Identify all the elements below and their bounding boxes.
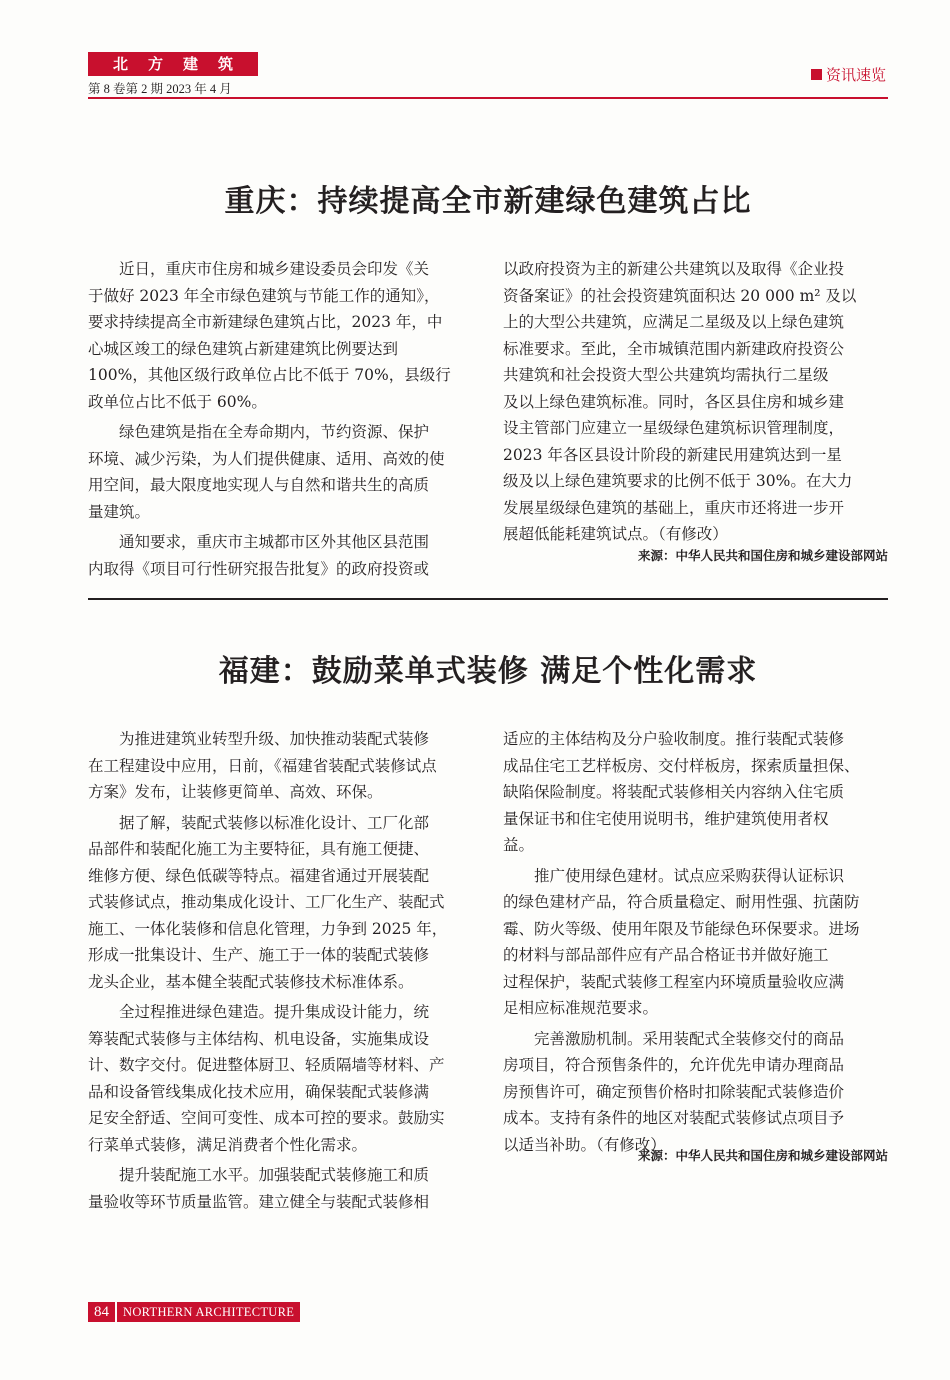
- text-line: 内取得《项目可行性研究报告批复》的政府投资或: [88, 559, 430, 578]
- text-line: 益。: [503, 836, 535, 854]
- article1-source: 来源：中华人民共和国住房和城乡建设部网站: [637, 548, 888, 563]
- article2-source: 来源：中华人民共和国住房和城乡建设部网站: [637, 1148, 888, 1163]
- paragraph: [88, 419, 473, 525]
- text-line: 足相应标准规范要求。: [503, 999, 659, 1017]
- text-line: 量验收等环节质量监管。建立健全与装配式装修相: [88, 1192, 430, 1211]
- text-line: 行菜单式装修，满足消费者个性化需求。: [88, 1135, 368, 1154]
- issue-info: 第 8 卷第 2 期 2023 年 4 月: [88, 82, 232, 96]
- text-line: 的材料与部品部件应有产品合格证书并做好施工: [503, 946, 829, 964]
- text-line: 2023 年各区县设计阶段的新建民用建筑达到一星: [503, 445, 842, 464]
- text-line: 缺陷保险制度。将装配式装修相关内容纳入住宅质: [503, 783, 845, 801]
- text-line: 为推进建筑业转型升级、加快推动装配式装修: [119, 730, 430, 748]
- text-line: 资备案证》的社会投资建筑面积达 20 000 m² 及以: [503, 286, 857, 305]
- text-line: 维修方便、绿色低碳等特点。福建省通过开展装配: [88, 866, 430, 885]
- text-line: 的绿色建材产品，符合质量稳定、耐用性强、抗菌防: [503, 893, 860, 911]
- text-line: 过程保护，装配式装修工程室内环境质量验收应满: [503, 972, 845, 991]
- text-line: 通知要求，重庆市主城都市区外其他区县范围: [119, 533, 430, 551]
- text-line: 成本。支持有条件的地区对装配式装修试点项目予: [503, 1109, 845, 1127]
- text-line: 量建筑。: [88, 502, 151, 521]
- text-line: 共建筑和社会投资大型公共建筑均需执行二星级: [503, 366, 829, 384]
- text-line: 要求持续提高全市新建绿色建筑占比，2023 年，中: [88, 313, 443, 331]
- text-line: 于做好 2023 年全市绿色建筑与节能工作的通知》，: [88, 286, 440, 305]
- article-divider: [88, 598, 888, 600]
- text-line: 心城区竣工的绿色建筑占新建建筑比例要达到: [88, 339, 399, 358]
- text-line: 以适当补助。（有修改）: [503, 1135, 666, 1154]
- paragraph: [88, 1162, 473, 1215]
- text-line: 上的大型公共建筑，应满足二星级及以上绿色建筑: [503, 313, 845, 331]
- paragraph: [88, 810, 473, 996]
- text-line: 施工、一体化装修和信息化管理，力争到 2025 年，: [88, 919, 448, 938]
- text-line: 形成一批集设计、生产、施工于一体的装配式装修: [88, 946, 430, 964]
- text-line: 霉、防火等级、使用年限及节能绿色环保要求。进场: [503, 919, 860, 938]
- paragraph: [88, 999, 473, 1158]
- paragraph: [503, 863, 888, 1022]
- page-number: 84: [88, 1302, 115, 1322]
- article1-right-column: [503, 256, 888, 552]
- text-line: 完善激励机制。采用装配式全装修交付的商品: [534, 1029, 845, 1048]
- text-line: 房项目，符合预售条件的，允许优先申请办理商品: [503, 1056, 845, 1074]
- text-line: 成品住宅工艺样板房、交付样板房，探索质量担保、: [503, 756, 860, 775]
- text-line: 提升装配施工水平。加强装配式装修施工和质: [119, 1166, 430, 1184]
- journal-name-banner: 北方建筑: [88, 52, 258, 76]
- text-line: 以政府投资为主的新建公共建筑以及取得《企业投: [503, 260, 845, 278]
- text-line: 推广使用绿色建材。试点应采购获得认证标识: [534, 866, 845, 885]
- text-line: 据了解，装配式装修以标准化设计、工厂化部: [119, 813, 430, 832]
- paragraph: [88, 529, 473, 582]
- section-label: 资讯速览: [825, 66, 886, 84]
- section-square-icon: [811, 69, 822, 80]
- text-line: 品和设备管线集成化技术应用，确保装配式装修满: [88, 1082, 430, 1101]
- article1-title: 重庆：持续提高全市新建绿色建筑占比: [224, 184, 752, 219]
- text-line: 适应的主体结构及分户验收制度。推行装配式装修: [503, 730, 845, 748]
- article2-right-column: [503, 726, 888, 1162]
- text-line: 标准要求。至此，全市城镇范围内新建政府投资公: [503, 339, 845, 358]
- paragraph: [503, 1026, 888, 1159]
- text-line: 全过程推进绿色建造。提升集成设计能力，统: [119, 1003, 430, 1021]
- text-line: 龙头企业，基本健全装配式装修技术标准体系。: [88, 972, 414, 991]
- page-footer: [88, 1302, 300, 1322]
- header-rule: [88, 97, 888, 99]
- paragraph: [88, 726, 473, 806]
- text-line: 品部件和装配化施工为主要特征，具有施工便捷、: [88, 840, 430, 858]
- text-line: 足安全舒适、空间可变性、成本可控的要求。鼓励实: [88, 1109, 445, 1127]
- text-line: 展超低能耗建筑试点。（有修改）: [503, 525, 728, 543]
- paragraph: [503, 256, 888, 548]
- article2-left-column: [88, 726, 473, 1219]
- text-line: 在工程建设中应用，日前，《福建省装配式装修试点: [88, 756, 437, 775]
- text-line: 政单位占比不低于 60%。: [88, 392, 267, 411]
- journal-english-name: NORTHERN ARCHITECTURE: [117, 1302, 300, 1322]
- text-line: 用空间，最大限度地实现人与自然和谐共生的高质: [88, 476, 430, 494]
- text-line: 发展星级绿色建筑的基础上，重庆市还将进一步开: [503, 498, 845, 517]
- text-line: 设主管部门应建立一星级绿色建筑标识管理制度，: [503, 419, 845, 437]
- text-line: 绿色建筑是指在全寿命期内，节约资源、保护: [119, 423, 430, 441]
- text-line: 近日，重庆市住房和城乡建设委员会印发《关: [119, 260, 430, 278]
- text-line: 筹装配式装修与主体结构、机电设备，实施集成设: [88, 1029, 430, 1048]
- text-line: 房预售许可，确定预售价格时扣除装配式装修造价: [503, 1082, 845, 1101]
- paragraph: [503, 726, 888, 859]
- paragraph: [88, 256, 473, 415]
- article1-left-column: [88, 256, 473, 586]
- section-tag: [811, 64, 886, 85]
- text-line: 及以上绿色建筑标准。同时，各区县住房和城乡建: [503, 392, 845, 411]
- text-line: 级及以上绿色建筑要求的比例不低于 30%。在大力: [503, 472, 853, 490]
- text-line: 环境、减少污染，为人们提供健康、适用、高效的使: [88, 449, 445, 468]
- text-line: 式装修试点，推动集成化设计、工厂化生产、装配式: [88, 893, 445, 911]
- text-line: 方案》发布，让装修更简单、高效、环保。: [88, 783, 383, 801]
- text-line: 量保证书和住宅使用说明书，维护建筑使用者权: [503, 809, 829, 828]
- article2-title: 福建：鼓励菜单式装修 满足个性化需求: [218, 654, 758, 689]
- text-line: 计、数字交付。促进整体厨卫、轻质隔墙等材料、产: [88, 1056, 445, 1074]
- text-line: 100%，其他区级行政单位占比不低于 70%，县级行: [88, 366, 451, 384]
